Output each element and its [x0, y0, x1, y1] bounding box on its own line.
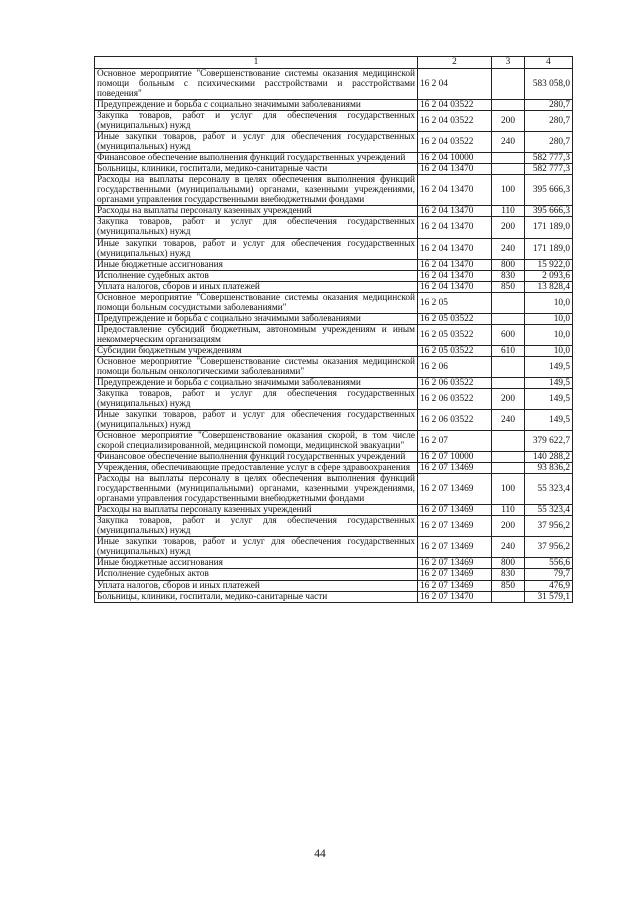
row-code-cell: 16 2 07 13469 [418, 516, 492, 537]
row-amount-cell: 280,7 [525, 100, 573, 111]
table-row [95, 377, 573, 388]
row-code-cell: 16 2 06 03522 [418, 388, 492, 409]
table-row [95, 164, 573, 175]
row-code-cell: 16 2 04 13470 [418, 206, 492, 217]
row-amount-cell: 582 777,3 [525, 164, 573, 175]
row-code-cell: 16 2 07 13469 [418, 580, 492, 591]
row-vr-cell: 110 [492, 206, 525, 217]
header-cell-name: 1 [95, 57, 418, 69]
row-vr-cell: 240 [492, 132, 525, 153]
table-row [95, 410, 573, 431]
row-amount-cell: 280,7 [525, 111, 573, 132]
table-row [95, 474, 573, 505]
row-vr-cell [492, 431, 525, 452]
row-name-cell: Иные закупки товаров, работ и услуг для обеспечения государственных (муниципальных) нужд [95, 238, 418, 259]
row-vr-cell [492, 100, 525, 111]
row-name-cell: Финансовое обеспечение выполнения функций государственных учреждений [95, 452, 418, 463]
row-code-cell: 16 2 05 [418, 292, 492, 313]
row-amount-cell: 149,5 [525, 377, 573, 388]
row-amount-cell: 31 579,1 [525, 591, 573, 602]
row-amount-cell: 171 189,0 [525, 238, 573, 259]
row-amount-cell: 476,9 [525, 580, 573, 591]
row-vr-cell: 600 [492, 324, 525, 345]
row-code-cell: 16 2 04 13470 [418, 238, 492, 259]
row-code-cell: 16 2 04 13470 [418, 175, 492, 206]
row-code-cell: 16 2 07 13470 [418, 591, 492, 602]
table-row [95, 153, 573, 164]
row-name-cell: Уплата налогов, сборов и иных платежей [95, 281, 418, 292]
table-row [95, 132, 573, 153]
row-amount-cell: 395 666,3 [525, 175, 573, 206]
row-vr-cell [492, 69, 525, 100]
row-amount-cell: 582 777,3 [525, 153, 573, 164]
row-vr-cell: 200 [492, 217, 525, 238]
table-row [95, 238, 573, 259]
row-amount-cell: 379 622,7 [525, 431, 573, 452]
header-cell-vr: 3 [492, 57, 525, 69]
row-vr-cell: 200 [492, 516, 525, 537]
table-row [95, 431, 573, 452]
row-vr-cell: 240 [492, 537, 525, 558]
row-vr-cell: 200 [492, 388, 525, 409]
row-amount-cell: 149,5 [525, 410, 573, 431]
row-name-cell: Предупреждение и борьба с социально значимыми заболеваниями [95, 377, 418, 388]
table-row [95, 69, 573, 100]
row-vr-cell: 110 [492, 505, 525, 516]
table-row [95, 259, 573, 270]
row-amount-cell: 37 956,2 [525, 516, 573, 537]
row-name-cell: Закупка товаров, работ и услуг для обеспечения государственных (муниципальных) нужд [95, 217, 418, 238]
row-code-cell: 16 2 04 13470 [418, 259, 492, 270]
row-vr-cell: 240 [492, 238, 525, 259]
row-vr-cell: 610 [492, 345, 525, 356]
row-vr-cell [492, 292, 525, 313]
table-row [95, 313, 573, 324]
row-vr-cell [492, 463, 525, 474]
row-name-cell: Исполнение судебных актов [95, 569, 418, 580]
row-amount-cell: 395 666,3 [525, 206, 573, 217]
row-amount-cell: 15 922,0 [525, 259, 573, 270]
row-name-cell: Закупка товаров, работ и услуг для обеспечения государственных (муниципальных) нужд [95, 388, 418, 409]
table-row [95, 516, 573, 537]
row-amount-cell: 280,7 [525, 132, 573, 153]
row-name-cell: Расходы на выплаты персоналу в целях обеспечения выполнения функций государственными (муниципальными) органами, казенными учреждениями, органами управления государственными внебюджетными фондами [95, 474, 418, 505]
row-code-cell: 16 2 06 03522 [418, 410, 492, 431]
row-amount-cell: 55 323,4 [525, 505, 573, 516]
table-row [95, 270, 573, 281]
row-vr-cell: 100 [492, 474, 525, 505]
row-code-cell: 16 2 05 03522 [418, 313, 492, 324]
row-name-cell: Предоставление субсидий бюджетным, автономным учреждениям и иным некоммерческим организациям [95, 324, 418, 345]
table-row [95, 558, 573, 569]
row-vr-cell: 200 [492, 111, 525, 132]
row-code-cell: 16 2 06 03522 [418, 377, 492, 388]
table-row [95, 111, 573, 132]
table-row [95, 388, 573, 409]
row-name-cell: Иные бюджетные ассигнования [95, 259, 418, 270]
row-name-cell: Уплата налогов, сборов и иных платежей [95, 580, 418, 591]
row-code-cell: 16 2 06 [418, 356, 492, 377]
table-row [95, 505, 573, 516]
header-cell-code: 2 [418, 57, 492, 69]
table-row [95, 175, 573, 206]
row-name-cell: Закупка товаров, работ и услуг для обеспечения государственных (муниципальных) нужд [95, 111, 418, 132]
row-amount-cell: 149,5 [525, 388, 573, 409]
row-code-cell: 16 2 07 [418, 431, 492, 452]
row-name-cell: Учреждения, обеспечивающие предоставление услуг в сфере здравоохранения [95, 463, 418, 474]
row-code-cell: 16 2 04 03522 [418, 111, 492, 132]
table-row [95, 463, 573, 474]
row-code-cell: 16 2 04 10000 [418, 153, 492, 164]
row-name-cell: Больницы, клиники, госпитали, медико-санитарные части [95, 164, 418, 175]
row-code-cell: 16 2 07 13469 [418, 505, 492, 516]
row-code-cell: 16 2 07 13469 [418, 558, 492, 569]
table-row [95, 580, 573, 591]
table-row [95, 281, 573, 292]
table-row [95, 537, 573, 558]
row-name-cell: Иные бюджетные ассигнования [95, 558, 418, 569]
row-vr-cell [492, 164, 525, 175]
row-amount-cell: 79,7 [525, 569, 573, 580]
row-amount-cell: 10,0 [525, 313, 573, 324]
row-name-cell: Иные закупки товаров, работ и услуг для обеспечения государственных (муниципальных) нужд [95, 537, 418, 558]
table-row [95, 324, 573, 345]
row-name-cell: Субсидии бюджетным учреждениям [95, 345, 418, 356]
row-code-cell: 16 2 04 13470 [418, 281, 492, 292]
table-row [95, 206, 573, 217]
row-code-cell: 16 2 07 10000 [418, 452, 492, 463]
row-vr-cell: 800 [492, 558, 525, 569]
row-code-cell: 16 2 04 13470 [418, 164, 492, 175]
header-row [95, 57, 573, 69]
table-row [95, 569, 573, 580]
row-amount-cell: 10,0 [525, 345, 573, 356]
row-name-cell: Больницы, клиники, госпитали, медико-санитарные части [95, 591, 418, 602]
table-row [95, 591, 573, 602]
row-vr-cell: 830 [492, 569, 525, 580]
row-name-cell: Расходы на выплаты персоналу казенных учреждений [95, 505, 418, 516]
table-body [95, 69, 573, 603]
row-amount-cell: 55 323,4 [525, 474, 573, 505]
row-vr-cell [492, 153, 525, 164]
row-amount-cell: 149,5 [525, 356, 573, 377]
row-vr-cell [492, 313, 525, 324]
row-amount-cell: 171 189,0 [525, 217, 573, 238]
row-amount-cell: 37 956,2 [525, 537, 573, 558]
row-code-cell: 16 2 07 13469 [418, 569, 492, 580]
row-name-cell: Предупреждение и борьба с социально значимыми заболеваниями [95, 313, 418, 324]
row-vr-cell: 850 [492, 580, 525, 591]
row-amount-cell: 2 093,6 [525, 270, 573, 281]
row-code-cell: 16 2 07 13469 [418, 474, 492, 505]
row-amount-cell: 10,0 [525, 292, 573, 313]
row-code-cell: 16 2 05 03522 [418, 345, 492, 356]
row-code-cell: 16 2 04 03522 [418, 100, 492, 111]
row-amount-cell: 140 288,2 [525, 452, 573, 463]
table-row [95, 100, 573, 111]
row-amount-cell: 13 828,4 [525, 281, 573, 292]
row-vr-cell: 800 [492, 259, 525, 270]
row-vr-cell [492, 591, 525, 602]
row-vr-cell [492, 377, 525, 388]
page-number: 44 [314, 848, 326, 860]
budget-table [94, 56, 573, 603]
table-row [95, 345, 573, 356]
row-name-cell: Предупреждение и борьба с социально значимыми заболеваниями [95, 100, 418, 111]
table-row [95, 292, 573, 313]
row-code-cell: 16 2 04 03522 [418, 132, 492, 153]
row-amount-cell: 556,6 [525, 558, 573, 569]
row-code-cell: 16 2 05 03522 [418, 324, 492, 345]
table-row [95, 356, 573, 377]
row-name-cell: Основное мероприятие "Совершенствование системы оказания медицинской помощи больным онкологическими заболеваниями" [95, 356, 418, 377]
row-name-cell: Основное мероприятие "Совершенствование системы оказания медицинской помощи больным с психическими расстройствами и расстройствами поведения" [95, 69, 418, 100]
table-row [95, 217, 573, 238]
row-vr-cell [492, 356, 525, 377]
row-vr-cell: 100 [492, 175, 525, 206]
row-name-cell: Основное мероприятие "Совершенствование оказания скорой, в том числе скорой специализированной, медицинской помощи, медицинской эвакуации" [95, 431, 418, 452]
row-name-cell: Основное мероприятие "Совершенствование системы оказания медицинской помощи больным сосудистыми заболеваниями" [95, 292, 418, 313]
row-amount-cell: 583 058,0 [525, 69, 573, 100]
row-code-cell: 16 2 07 13469 [418, 537, 492, 558]
header-cell-amount: 4 [525, 57, 573, 69]
row-name-cell: Исполнение судебных актов [95, 270, 418, 281]
row-name-cell: Закупка товаров, работ и услуг для обеспечения государственных (муниципальных) нужд [95, 516, 418, 537]
row-vr-cell: 830 [492, 270, 525, 281]
row-code-cell: 16 2 04 [418, 69, 492, 100]
row-vr-cell: 850 [492, 281, 525, 292]
row-code-cell: 16 2 07 13469 [418, 463, 492, 474]
row-name-cell: Финансовое обеспечение выполнения функций государственных учреждений [95, 153, 418, 164]
row-vr-cell [492, 452, 525, 463]
row-code-cell: 16 2 04 13470 [418, 270, 492, 281]
row-name-cell: Иные закупки товаров, работ и услуг для обеспечения государственных (муниципальных) нужд [95, 410, 418, 431]
table-row [95, 452, 573, 463]
row-code-cell: 16 2 04 13470 [418, 217, 492, 238]
row-name-cell: Расходы на выплаты персоналу в целях обеспечения выполнения функций государственными (муниципальными) органами, казенными учреждениями, органами управления государственными внебюджетными фондами [95, 175, 418, 206]
row-amount-cell: 10,0 [525, 324, 573, 345]
row-name-cell: Иные закупки товаров, работ и услуг для обеспечения государственных (муниципальных) нужд [95, 132, 418, 153]
row-name-cell: Расходы на выплаты персоналу казенных учреждений [95, 206, 418, 217]
row-amount-cell: 93 836,2 [525, 463, 573, 474]
row-vr-cell: 240 [492, 410, 525, 431]
